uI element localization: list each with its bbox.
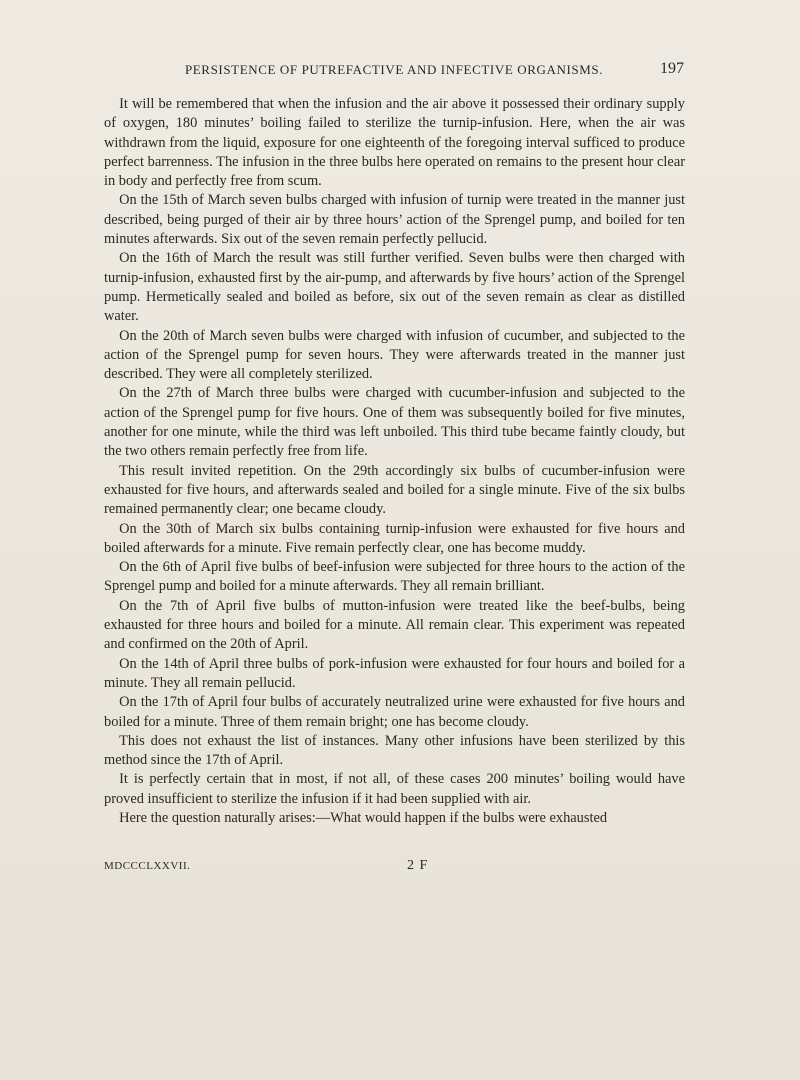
paragraph: On the 17th of April four bulbs of accurately neutralized urine were exhausted for five hours and boiled for a minute. Three of them remain bright; one has become cloudy. [104, 694, 685, 730]
paragraph: On the 14th of April three bulbs of pork-infusion were exhausted for four hours and boiled for a minute. They all remain pellucid. [104, 655, 685, 691]
paragraph: On the 15th of March seven bulbs charged with infusion of turnip were treated in the manner just described, being purged of their air by three hours’ action of the Sprengel pump, and boiled for ten minutes afterwards. Six out of the seven remain perfectly pellucid. [104, 192, 685, 248]
paragraph: On the 7th of April five bulbs of mutton-infusion were treated like the beef-bulbs, being exhausted for three hours and boiled for a minute. All remain clear. This experiment was repeated and confirmed on the 20th of April. [104, 597, 685, 653]
paragraph: On the 6th of April five bulbs of beef-infusion were subjected for three hours to the action of the Sprengel pump and boiled for a minute afterwards. They all remain brilliant. [104, 559, 685, 595]
paragraph: On the 30th of March six bulbs containing turnip-infusion were exhausted for five hours and boiled afterwards for a minute. Five remain perfectly clear, one has become muddy. [104, 520, 685, 556]
paragraph: This result invited repetition. On the 29th accordingly six bulbs of cucumber-infusion were exhausted for five hours, and afterwards sealed and boiled for a single minute. Five of the six bulbs remained permanently clear; one became cloudy. [104, 462, 685, 518]
volume-signature: MDCCCLXXVII. [104, 860, 191, 872]
running-head [104, 60, 684, 82]
paragraph: This does not exhaust the list of instances. Many other infusions have been sterilized by this method since the 17th of April. [104, 732, 685, 769]
page-footer [104, 858, 685, 878]
paragraph: It is perfectly certain that in most, if not all, of these cases 200 minutes’ boiling would have proved insufficient to sterilize the infusion if it had been supplied with air. [104, 771, 685, 807]
paragraph: On the 20th of March seven bulbs were charged with infusion of cucumber, and subjected to the action of the Sprengel pump for seven hours. They were afterwards treated in the manner just described. They were all completely sterilized. [104, 327, 685, 383]
paragraph: It will be remembered that when the infusion and the air above it possessed their ordinary supply of oxygen, 180 minutes’ boiling failed to sterilize the turnip-infusion. Here, when the air was withdrawn from the liquid, exposure for one eighteenth of the foregoing interval sufficed to produce perfect barrenness. The infusion in the three bulbs here operated on remains to the present hour clear in body and perfectly free from scum. [104, 96, 685, 190]
paragraph: On the 16th of March the result was still further verified. Seven bulbs were then charged with turnip-infusion, exhausted first by the air-pump, and afterwards by five hours’ action of the Sprengel pump. Hermetically sealed and boiled as before, six out of the seven remain as clear as distilled water. [104, 250, 685, 325]
page-number: 197 [660, 60, 684, 77]
paragraph: Here the question naturally arises:—What would happen if the bulbs were exhausted [119, 809, 608, 826]
body-text [104, 95, 685, 828]
running-title: PERSISTENCE OF PUTREFACTIVE AND INFECTIVE ORGANISMS. [184, 62, 604, 77]
paragraph: On the 27th of March three bulbs were charged with cucumber-infusion and subjected to the action of the Sprengel pump for five hours. One of them was subsequently boiled for five minutes, another for one minute, while the third was left unboiled. This third tube became faintly cloudy, but the two others remain perfectly free from life. [104, 385, 685, 460]
signature-mark: 2 F [407, 858, 429, 873]
